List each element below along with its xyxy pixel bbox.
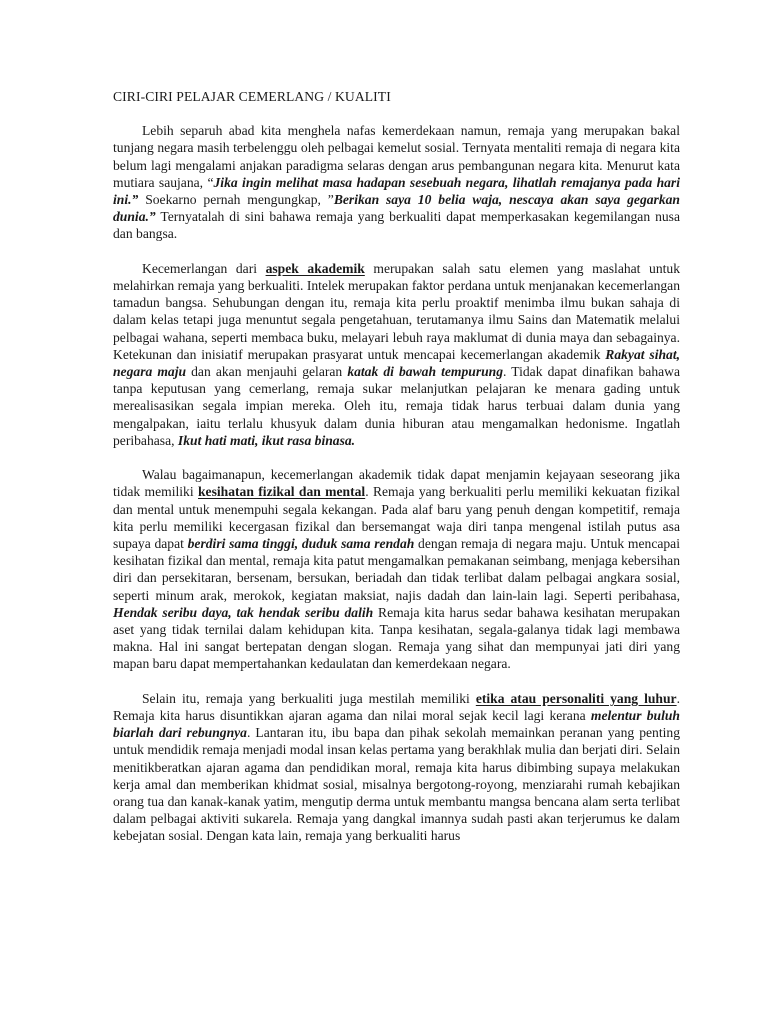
paragraph [113, 466, 680, 672]
paragraph-text: . Lantaran itu, ibu bapa dan pihak sekolah memainkan peranan yang penting untuk mendidik remaja menjadi modal insan kelas pertama yang berakhlak mulia dan berjati diri. Selain menitikberatkan ajaran agama dan pendidikan moral, remaja kita harus dibimbing supaya melakukan kerja amal dan memberikan khidmat sosial, misalnya bergotong-royong, menziarahi rumah kebajikan orang tua dan kanak-kanak yatim, mengutip derma untuk membantu mangsa bencana alam serta terlibat dalam pelbagai aktiviti sukarela. Remaja yang dangkal imannya sudah pasti akan terjerumus ke dalam kebejatan sosial. Dengan kata lain, remaja yang berkualiti harus [113, 725, 680, 844]
page-title: CIRI-CIRI PELAJAR CEMERLANG / KUALITI [113, 89, 391, 104]
paragraph-text: Soekarno pernah mengungkap, ” [138, 192, 334, 208]
paragraph-text: merupakan salah satu elemen yang maslahat untuk melahirkan remaja yang berkualiti. Intelek merupakan faktor perdana untuk menjanakan kecemerlangan tamadun bangsa. Sehubungan dengan itu, remaja kita perlu proaktif menimba ilmu bukan sahaja di dalam kelas tetapi juga menuntut segala pengetahuan, terutamanya ilmu Sains dan Matematik melalui pelbagai wahana, seperti membaca buku, melayari lebuh raya maklumat di dunia maya dan sebagainya. Ketekunan dan inisiatif merupakan prasyarat untuk mencapai kecemerlangan akademik [113, 260, 680, 362]
quote-phrase: Ikut hati mati, ikut rasa binasa. [177, 432, 356, 448]
paragraph-text: . Remaja kita harus disuntikkan ajaran agama dan nilai moral sejak kecil lagi kerana [113, 690, 680, 724]
paragraph-text: . Tidak dapat dinafikan bahawa tanpa keputusan yang cemerlang, remaja sukar melanjutkan pelajaran ke menara gading untuk merealisasikan segala impian mereka. Oleh itu, remaja tidak harus terbuai dalam dunia yang mengalpakan, iaitu terlalu khusyuk dalam dunia hiburan atau mengamalkan hedonisme. Ingatlah peribahasa, [113, 364, 681, 448]
quote-phrase: Rakyat sihat, negara maju [113, 346, 681, 380]
paragraph [113, 260, 680, 449]
paragraph-text: Selain itu, remaja yang berkualiti juga mestilah memiliki [142, 690, 476, 706]
quote-phrase: Jika ingin melihat masa hadapan sesebuah negara, lihatlah remajanya pada hari ini.” [113, 174, 681, 208]
paragraph-text: Ternyatalah di sini bahawa remaja yang berkualiti dapat memperkasakan kegemilangan nusa dan bangsa. [113, 209, 680, 242]
quote-phrase: Berikan saya 10 belia waja, nescaya akan saya gegarkan dunia.” [113, 192, 680, 225]
paragraph [113, 690, 680, 845]
paragraph-text: dengan remaja di negara maju. Untuk mencapai kesihatan fizikal dan mental, remaja kita patut mengamalkan pemakanan seimbang, menjaga kebersihan diri dan persekitaran, bersenam, bersukan, beriadah dan tidak terlibat dalam pelbagai angkara sosial, seperti minum arak, merokok, kegiatan maksiat, najis dadah dan lain-lain lagi. Seperti peribahasa, [113, 536, 680, 603]
document-body [113, 122, 680, 844]
paragraph-text: Lebih separuh abad kita menghela nafas kemerdekaan namun, remaja yang merupakan bakal tunjang negara masih terbelenggu oleh pelbagai kemelut sosial. Ternyata mentaliti remaja di negara kita belum lagi mengalami anjakan paradigma selaras dengan arus pembangunan negara kita. Menurut kata mutiara saujana, “ [113, 123, 680, 190]
paragraph-text: Walau bagaimanapun, kecemerlangan akademik tidak dapat menjamin kejayaan seseorang jika tidak memiliki [113, 467, 680, 500]
paragraph-text: . Remaja yang berkualiti perlu memiliki kekuatan fizikal dan mental untuk menempuhi segala kekangan. Pada alaf baru yang penuh dengan kompetitif, remaja kita perlu memiliki kecergasan fizikal dan bersemangat waja diri tanpa mengenal istilah putus asa supaya dapat [113, 484, 680, 552]
quote-phrase: Hendak seribu daya, tak hendak seribu dalih [113, 604, 374, 620]
quote-phrase: katak di bawah tempurung [347, 364, 504, 380]
key-phrase: kesihatan fizikal dan mental [198, 484, 366, 500]
quote-phrase: berdiri sama tinggi, duduk sama rendah [187, 536, 415, 552]
key-phrase: aspek akademik [265, 260, 365, 276]
quote-phrase: melentur buluh biarlah dari rebungnya [113, 708, 680, 741]
paragraph [113, 122, 680, 242]
key-phrase: etika atau personaliti yang luhur [475, 690, 677, 706]
paragraph-text: dan akan menjauhi gelaran [186, 364, 348, 380]
paragraph-text: Remaja kita harus sedar bahawa kesihatan merupakan aset yang tidak ternilai dalam kehidupan kita. Tanpa kesihatan, segala-galanya tidak lagi membawa makna. Hal ini sangat bertepatan dengan slogan. Remaja yang sihat dan mempunyai jati diri yang mapan baru dapat mempertahankan kedaulatan dan kemerdekaan negara. [113, 604, 680, 672]
paragraph-text: Kecemerlangan dari [142, 260, 266, 276]
